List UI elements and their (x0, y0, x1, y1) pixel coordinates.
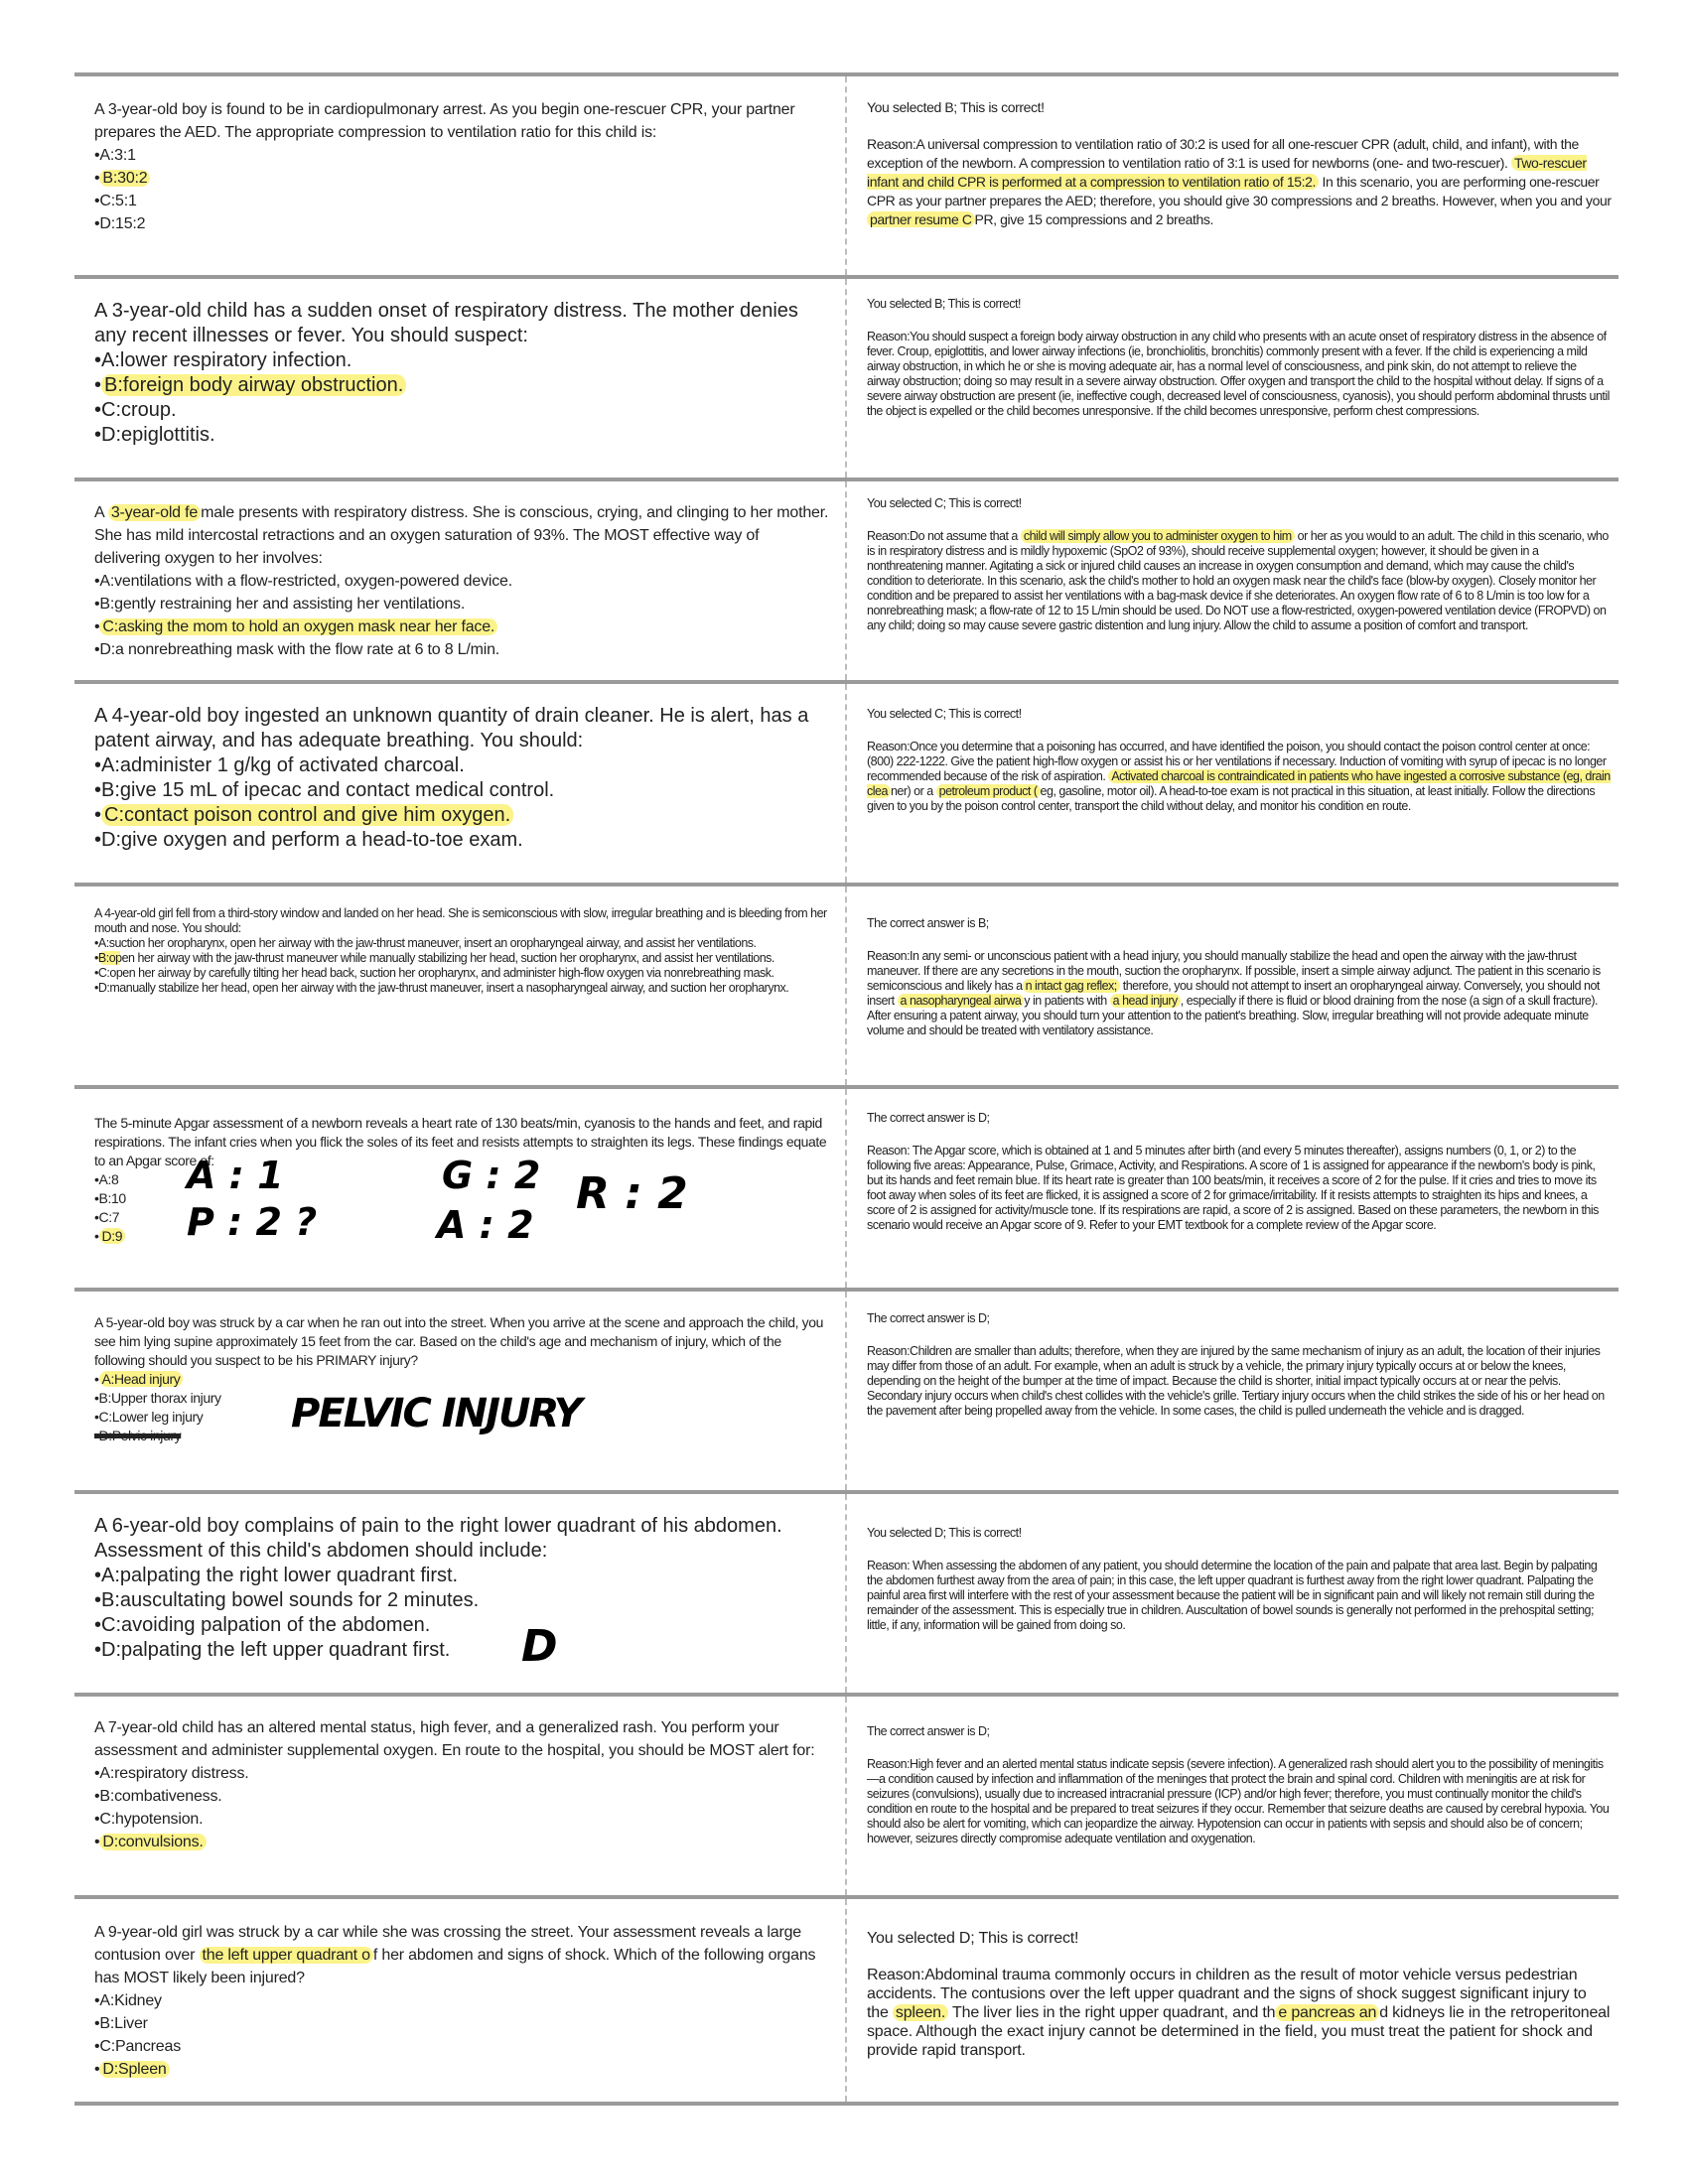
question-text: A 7-year-old child has an altered mental status, high fever, and a generalized rash. You perform your assessment and administer supplemental oxygen. En route to the hospital, you should be MOST alert for: (94, 1719, 815, 1759)
highlight: a head injury (1110, 994, 1181, 1008)
question-row-2 (74, 275, 1618, 478)
answer-status: The correct answer is D; (867, 1724, 990, 1738)
option-d: • D:give oxygen and perform a head-to-toe exam. (94, 828, 829, 853)
highlight: D:convulsions. (99, 1834, 206, 1850)
question-row-9 (74, 1693, 1618, 1895)
column-divider (845, 1697, 847, 1895)
answer-reason: Reason:Children are smaller than adults; therefore, when they are injured by the same mechanism of injury as an adult, the location of their injuries may differ from those of an adult. For example, when an adult is struck by a vehicle, the primary injury typically occurs at or below the knees, depending on the height of the bumper at the time of impact. Because the child is shorter, initial impact typically occurs at or near the pelvis. Secondary injury occurs when child's chest collides with the vehicle's grille. Tertiary injury occurs when the child strikes the side of his or her head on the pavement after being propelled away from the vehicle. In some cases, the child is pulled underneath the vehicle and is dragged. (867, 1344, 1605, 1418)
question-block (94, 704, 829, 853)
column-divider (845, 887, 847, 1085)
question-row-6 (74, 1085, 1618, 1288)
column-divider (845, 684, 847, 883)
handwritten-note: P : 2 ? (187, 1200, 318, 1244)
question-block (94, 501, 829, 661)
question-text: A 9-year-old girl was struck by a car while she was crossing the street. Your assessment reveals a large contusion over the left upper quadrant o f her abdomen and signs of shock. Which of the following organs has MOST likely been injured? (94, 1924, 816, 1986)
handwritten-note: G : 2 (442, 1154, 541, 1197)
option-c: • C:7 (94, 1208, 829, 1227)
question-text: A 3-year-old child has a sudden onset of respiratory distress. The mother denies any recent illnesses or fever. You should suspect: (94, 300, 798, 346)
answer-block (867, 916, 1612, 1038)
answer-reason: Reason:Once you determine that a poisoning has occurred, and have identified the poison, you should contact the poison control center at once: (800) 222-1222. Give the patient high-flow oxygen or assist his or her ventilations if necessary. Induction of vomiting with syrup of ipecac is no longer recommended because of the risk of aspiration. Activated charcoal is contraindicated in patients who have ingested a corrosive substance (eg, drain clea ner) or a petroleum product ( eg, gasoline, motor oil). A head-to-toe exam is not practical in this situation, at least initially. Follow the directions given to you by the poison control center, transport the child without delay, and monitor his condition en route. (867, 740, 1611, 813)
answer-reason: Reason:A universal compression to ventilation ratio of 30:2 is used for all one-rescuer CPR (adult, child, and infant), with the exception of the newborn. A compression to ventilation ratio of 3:1 is used for newborns (one- and two-rescuer). Two-rescuer infant and child CPR is performed at a compression to ventilation ratio of 15:2. In this scenario, you are performing one-rescuer CPR as your partner prepares the AED; therefore, you should give 30 compressions and 2 breaths. However, when you and your partner resume C PR, give 15 compressions and 2 breaths. (867, 136, 1612, 227)
question-text: A 4-year-old girl fell from a third-story window and landed on her head. She is semiconscious with slow, irregular breathing and is bleeding from her mouth and nose. You should: (94, 906, 827, 935)
options-list (94, 570, 829, 661)
option-c: • C:Lower leg injury (94, 1408, 829, 1427)
answer-status: You selected D; This is correct! (867, 1930, 1079, 1947)
option-a: • A:lower respiratory infection. (94, 348, 829, 373)
option-d: • D:epiglottitis. (94, 423, 829, 448)
option-a: • A:Kidney (94, 1989, 829, 2012)
highlight: B:open her airway with the jaw-thrust maneuver while manually stabilizing her head, suction her oropharynx, and assist her ventilations. (97, 951, 774, 965)
question-row-7 (74, 1288, 1618, 1490)
question-block (94, 906, 829, 996)
highlight: 3-year-old fe (108, 504, 201, 521)
options-list (94, 144, 829, 235)
question-text: A 5-year-old boy was struck by a car when he ran out into the street. When you arrive at the scene and approach the child, you see him lying supine approximately 15 feet from the car. Based on the child's age and mechanism of injury, which of the following should you suspect to be his PRIMARY injury? (94, 1314, 824, 1368)
option-a: • A:ventilations with a flow-restricted, oxygen-powered device. (94, 570, 829, 593)
question-row-3 (74, 478, 1618, 680)
column-divider (845, 1292, 847, 1490)
option-d: • D:manually stabilize her head, open her airway with the jaw-thrust maneuver, insert a nasopharyngeal airway, and suction her oropharynx. (94, 981, 829, 996)
highlight: a nasopharyngeal airwa (898, 994, 1025, 1008)
answer-reason: Reason:In any semi- or unconscious patient with a head injury, you should manually stabilize the head and open the airway with the jaw-thrust maneuver. If there are any secretions in the mouth, suction the oropharynx. If possible, insert a simple airway adjunct. The patient in this scenario is semiconscious and likely has a n intact gag reflex; therefore, you should not attempt to insert an oropharyngeal airway. Conversely, you should not insert a nasopharyngeal airwa y in patients with a head injury , especially if there is fluid or blood draining from the nose (a sign of a skull fracture). After ensuring a patent airway, you should turn your attention to the patient's breathing. Slow, irregular breathing will not provide adequate minute volume and should be treated with ventilatory assistance. (867, 949, 1601, 1037)
question-row-8 (74, 1490, 1618, 1693)
answer-status: You selected C; This is correct! (867, 496, 1022, 510)
answer-block (867, 1724, 1612, 1846)
question-row-4 (74, 680, 1618, 883)
answer-block (867, 1929, 1612, 2060)
option-a: • A:respiratory distress. (94, 1762, 829, 1785)
highlight: n intact gag reflex; (1023, 979, 1120, 993)
option-d (94, 1831, 829, 1853)
column-divider (845, 279, 847, 478)
options-list (94, 753, 829, 853)
highlight: petroleum product ( (936, 784, 1041, 798)
options-list (94, 1989, 829, 2081)
question-block (94, 1716, 829, 1853)
option-d: • D:Pelvic injury (94, 1427, 829, 1445)
options-list (94, 1564, 829, 1663)
option-c (94, 615, 829, 638)
option-b: • B:give 15 mL of ipecac and contact medical control. (94, 778, 829, 803)
highlight: spleen. (893, 2004, 948, 2021)
highlight: C:contact poison control and give him oxygen. (101, 804, 513, 826)
highlight: partner resume C (867, 211, 975, 227)
answer-reason: Reason:Abdominal trauma commonly occurs in children as the result of motor vehicle versus pedestrian accidents. The contusions over the left upper quadrant and the signs of shock suggest significant injury to the spleen. The liver lies in the right upper quadrant, and th e pancreas an d kidneys lie in the retroperitoneal space. Although the exact injury cannot be determined in the field, you must treat the patient for shock and provide rapid transport. (867, 1967, 1611, 2059)
option-a: • A:suction her oropharynx, open her airway with the jaw-thrust maneuver, insert an oropharyngeal airway, and assist her ventilations. (94, 936, 829, 951)
question-block (94, 1514, 829, 1663)
answer-block (867, 1311, 1612, 1419)
option-a: • A:8 (94, 1170, 829, 1189)
option-c: • C:hypotension. (94, 1808, 829, 1831)
highlight: the left upper quadrant o (200, 1947, 373, 1964)
option-c (94, 803, 829, 828)
question-text: A 6-year-old boy complains of pain to the right lower quadrant of his abdomen. Assessment of this child's abdomen should include: (94, 1515, 782, 1562)
handwritten-note: PELVIC INJURY (291, 1391, 581, 1436)
question-row-10 (74, 1895, 1618, 2106)
handwritten-note: R : 2 (576, 1168, 688, 1219)
option-d: • D:15:2 (94, 212, 829, 235)
answer-status: The correct answer is D; (867, 1311, 990, 1325)
answer-block (867, 297, 1612, 419)
option-d: • D:palpating the left upper quadrant first. (94, 1638, 829, 1663)
answer-reason: Reason: When assessing the abdomen of any patient, you should determine the location of the pain and palpate that area last. Begin by palpating the abdomen furthest away from the area of pain; in this case, the left upper quadrant is furthest away from the right lower quadrant. Palpating the painful area first will interfere with the rest of your assessment because the patient will be in significant pain and will likely not remain still during the remainder of the assessment. This is especially true in children. Auscultation of bowel sounds is generally not performed in the prehospital setting; little, if any, information will be gained from doing so. (867, 1559, 1598, 1632)
option-a: • A:administer 1 g/kg of activated charcoal. (94, 753, 829, 778)
question-text: A 4-year-old boy ingested an unknown quantity of drain cleaner. He is alert, has a patent airway, and has adequate breathing. You should: (94, 705, 809, 751)
highlight: Activated charcoal is contraindicated in patients who have ingested a corrosive substance (eg, drain clea (867, 769, 1611, 798)
highlight: Two-rescuer infant and child CPR is performed at a compression to ventilation ratio of 15:2. (867, 155, 1587, 190)
option-b: • B:auscultating bowel sounds for 2 minutes. (94, 1588, 829, 1613)
column-divider (845, 1089, 847, 1288)
option-a: • A:3:1 (94, 144, 829, 167)
option-b (94, 167, 829, 190)
highlight: D:9 (99, 1228, 126, 1244)
option-c: • C:5:1 (94, 190, 829, 212)
column-divider (845, 76, 847, 275)
options-list (94, 936, 829, 996)
option-b: • B:Liver (94, 2012, 829, 2035)
question-row-1 (74, 72, 1618, 275)
answer-block (867, 98, 1612, 229)
answer-reason: Reason:High fever and an alerted mental status indicate sepsis (severe infection). A generalized rash should alert you to the possibility of meningitis—a condition caused by infection and inflammation of the meninges that protect the brain and spinal cord. Children with meningitis are at risk for seizures (convulsions), usually due to increased intracranial pressure (ICP) and/or high fever; therefore, you must continually monitor the child's condition en route to the hospital and be prepared to treat seizures if they occur. Remember that seizure deaths are caused by cerebral hypoxia. You should also be alert for vomiting, which can jeopardize the airway. Hypotension can occur in patients with sepsis and should also be of concern; however, seizures directly compromise adequate ventilation and oxygenation. (867, 1757, 1610, 1845)
answer-status: You selected C; This is correct! (867, 707, 1022, 721)
answer-status: The correct answer is D; (867, 1111, 990, 1125)
options-list (94, 1762, 829, 1853)
question-text: The 5-minute Apgar assessment of a newborn reveals a heart rate of 130 beats/min, cyanosis to the hands and feet, and rapid respirations. The infant cries when you flick the soles of its feet and resists attempts to straighten its legs. These findings equate to an Apgar score of: (94, 1115, 827, 1168)
option-a: • A:palpating the right lower quadrant first. (94, 1564, 829, 1588)
question-row-5 (74, 883, 1618, 1085)
option-d (94, 2058, 829, 2081)
column-divider (845, 1899, 847, 2102)
options-list (94, 348, 829, 448)
highlight: e pancreas an (1275, 2004, 1379, 2021)
column-divider (845, 1494, 847, 1693)
answer-reason: Reason: The Apgar score, which is obtained at 1 and 5 minutes after birth (and every 5 minutes thereafter), assigns numbers (0, 1, or 2) to the following five areas: Appearance, Pulse, Grimace, Activity, and Respirations. A score of 1 is assigned for appearance if the newborn's body is pink, but its hands and feet remain blue. If its heart rate is greater than 100 beats/min, it receives a score of 2 for the pulse. If it cries and tries to move its foot away when soles of its feet are flicked, it is assigned a score of 2 for grimace/irritability. If it resists attempts to straighten its hips and knees, a score of 2 is assigned for activity/muscle tone. If its respirations are rapid, a score of 2 is assigned. Based on these parameters, the newborn in this scenario would receive an Apgar score of 9. Refer to your EMT textbook for a complete review of the Apgar score. (867, 1144, 1599, 1232)
highlight: C:asking the mom to hold an oxygen mask near her face. (99, 618, 497, 635)
option-c: • C:avoiding palpation of the abdomen. (94, 1613, 829, 1638)
answer-block (867, 1111, 1612, 1233)
option-c: • C:Pancreas (94, 2035, 829, 2058)
answer-status: You selected B; This is correct! (867, 297, 1021, 311)
option-c: • C:open her airway by carefully tilting her head back, suction her oropharynx, and administer high-flow oxygen via nonrebreathing mask. (94, 966, 829, 981)
highlight: A:Head injury (99, 1371, 184, 1387)
answer-status: The correct answer is B; (867, 916, 989, 930)
question-text: A 3-year-old boy is found to be in cardiopulmonary arrest. As you begin one-rescuer CPR, your partner prepares the AED. The appropriate compression to ventilation ratio for this child is: (94, 101, 795, 141)
handwritten-note: A : 2 (437, 1203, 534, 1247)
highlight: B:30:2 (99, 170, 150, 187)
question-block (94, 299, 829, 448)
answer-reason: Reason:You should suspect a foreign body airway obstruction in any child who presents with an acute onset of respiratory distress in the absence of fever. Croup, epiglottitis, and lower airway infections (ie, bronchiolitis, bronchitis) commonly present with a fever. If the child is experiencing a mild airway obstruction, in which he or she is moving adequate air, has a normal level of consciousness, and pink skin, do not attempt to relieve the airway obstruction; doing so may result in a severe airway obstruction. Offer oxygen and transport the child to the hospital without delay. If signs of a severe airway obstruction are present (ie, ineffective cough, decreased level of consciousness, cyanosis), you should perform abdominal thrusts until the object is expelled or the child becomes unresponsive. If the child becomes unresponsive, perform chest compressions. (867, 330, 1610, 418)
answer-block (867, 1526, 1612, 1633)
column-divider (845, 481, 847, 680)
option-b (94, 951, 829, 966)
handwritten-note: A : 1 (187, 1154, 284, 1197)
highlight: D:Spleen (99, 2061, 169, 2078)
answer-status: You selected B; This is correct! (867, 99, 1045, 115)
option-b (94, 373, 829, 398)
highlight: child will simply allow you to administer oxygen to him (1021, 529, 1295, 543)
highlight: B:foreign body airway obstruction. (101, 374, 406, 396)
option-c: • C:croup. (94, 398, 829, 423)
question-block (94, 1921, 829, 2081)
option-a (94, 1370, 829, 1389)
answer-reason: Reason:Do not assume that a child will simply allow you to administer oxygen to him or her as you would to an adult. The child in this scenario, who is in respiratory distress and is mildly hypoxemic (SpO2 of 93%), should receive supplemental oxygen; however, it should be given in a nonthreatening manner. Agitating a sick or injured child causes an increase in oxygen consumption and demand, which may cause the child's condition to deteriorate. In this scenario, ask the child's mother to hold an oxygen mask near the child's face (blow-by oxygen). Closely monitor her condition and be prepared to assist her ventilations with a bag-mask device if she deteriorates. An oxygen flow rate of 6 to 8 L/min is too low for a nonrebreathing mask; a flow-rate of 12 to 15 L/min should be used. Do NOT use a flow-restricted, oxygen-powered ventilation device (FROPVD) on any child; doing so may cause severe gastric distention and lung injury. Allow the child to assume a position of comfort and transport. (867, 529, 1609, 632)
question-block (94, 98, 829, 235)
question-text: A 3-year-old fe male presents with respiratory distress. She is conscious, crying, and clinging to her mother. She has mild intercostal retractions and an oxygen saturation of 93%. The MOST effective way of delivering oxygen to her involves: (94, 504, 829, 567)
option-b: • B:10 (94, 1189, 829, 1208)
handwritten-note: D (521, 1621, 558, 1672)
answer-block (867, 707, 1612, 814)
answer-status: You selected D; This is correct! (867, 1526, 1022, 1540)
answer-block (867, 496, 1612, 633)
option-b: • B:gently restraining her and assisting her ventilations. (94, 593, 829, 615)
option-b: • B:combativeness. (94, 1785, 829, 1808)
option-d: • D:a nonrebreathing mask with the flow rate at 6 to 8 L/min. (94, 638, 829, 661)
option-b: • B:Upper thorax injury (94, 1389, 829, 1408)
